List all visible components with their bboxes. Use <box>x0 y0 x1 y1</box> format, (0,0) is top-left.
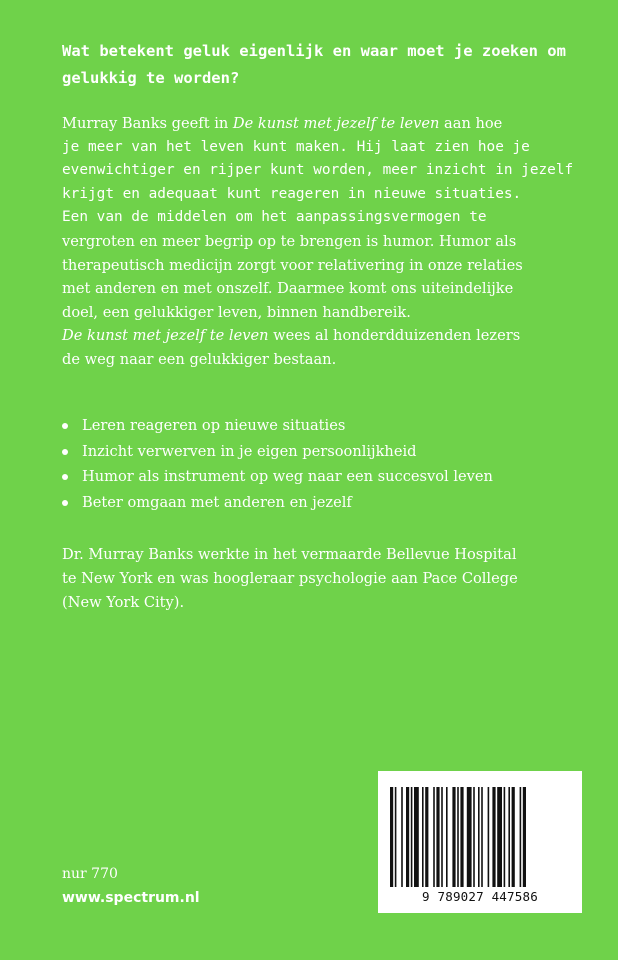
barcode-bars-icon <box>390 787 570 887</box>
author-bio <box>62 543 592 615</box>
barcode-bar <box>441 787 443 887</box>
barcode-bar <box>488 787 490 887</box>
barcode-bar <box>504 787 506 887</box>
publisher-website: www.spectrum.nl <box>62 890 200 906</box>
feature-list <box>62 413 582 515</box>
barcode-bar <box>446 787 448 887</box>
barcode-bar <box>422 787 424 887</box>
barcode-bar <box>433 787 435 887</box>
list-item: Leren reageren op nieuwe situaties <box>62 413 582 439</box>
bullet-icon <box>62 500 68 506</box>
book-title: De kunst met jezelf te leven <box>232 115 440 132</box>
bio-line: te New York en was hoogleraar psychologie aan Pace College <box>62 570 518 587</box>
barcode-bar <box>425 787 428 887</box>
bullet-icon <box>62 449 68 455</box>
bio-line: Dr. Murray Banks werkte in het vermaarde Bellevue Hospital <box>62 546 517 563</box>
barcode-bar <box>512 787 515 887</box>
paragraph-line: doel, een gelukkiger leven, binnen handbereik. <box>62 303 411 321</box>
paragraph-line: De kunst met jezelf te leven wees al honderdduizenden lezers <box>62 327 521 345</box>
book-title: De kunst met jezelf te leven <box>62 327 269 345</box>
paragraph-line: je meer van het leven kunt maken. Hij laat zien hoe je <box>62 138 530 155</box>
barcode-bar <box>436 787 439 887</box>
bullet-icon <box>62 423 68 429</box>
barcode-bar <box>452 787 455 887</box>
paragraph-line: krijgt en adequaat kunt reageren in nieuwe situaties. <box>62 185 522 202</box>
barcode-bar <box>460 787 463 887</box>
barcode-bar <box>390 787 393 887</box>
paragraph-line: de weg naar een gelukkiger bestaan. <box>62 350 337 368</box>
headline: Wat betekent geluk eigenlijk en waar moet je zoeken om gelukkig te worden? <box>62 42 566 87</box>
paragraph-line: evenwichtiger en rijper kunt worden, meer inzicht in jezelf <box>62 162 574 179</box>
barcode-bar <box>401 787 403 887</box>
isbn-number: 9 789027 447586 <box>422 889 538 904</box>
barcode-bar <box>414 787 419 887</box>
paragraph-line: met anderen en met onszelf. Daarmee komt ons uiteindelijke <box>62 280 514 298</box>
barcode-bar <box>492 787 495 887</box>
barcode-bar <box>520 787 522 887</box>
paragraph-line: Een van de middelen om het aanpassingsvermogen te <box>62 209 487 226</box>
bio-line: (New York City). <box>62 594 185 611</box>
barcode-bar <box>467 787 472 887</box>
nur-code: nur 770 <box>62 866 118 882</box>
paragraph-line: Murray Banks geeft in De kunst met jezelf te leven aan hoe <box>62 115 503 132</box>
list-item: Inzicht verwerven in je eigen persoonlijkheid <box>62 439 582 465</box>
barcode-bar <box>473 787 475 887</box>
barcode-bar <box>478 787 480 887</box>
paragraph-line: therapeutisch medicijn zorgt voor relativering in onze relaties <box>62 256 523 274</box>
barcode <box>378 771 582 913</box>
list-item: Humor als instrument op weg naar een succesvol leven <box>62 464 582 490</box>
barcode-bar <box>457 787 459 887</box>
barcode-bar <box>523 787 526 887</box>
description-paragraph <box>62 112 592 372</box>
bullet-icon <box>62 474 68 480</box>
barcode-bar <box>406 787 409 887</box>
barcode-bar <box>411 787 413 887</box>
paragraph-line: vergroten en meer begrip op te brengen is humor. Humor als <box>62 232 517 250</box>
barcode-bar <box>395 787 397 887</box>
barcode-bar <box>481 787 483 887</box>
barcode-bar <box>497 787 502 887</box>
barcode-bar <box>508 787 510 887</box>
list-item: Beter omgaan met anderen en jezelf <box>62 490 582 516</box>
